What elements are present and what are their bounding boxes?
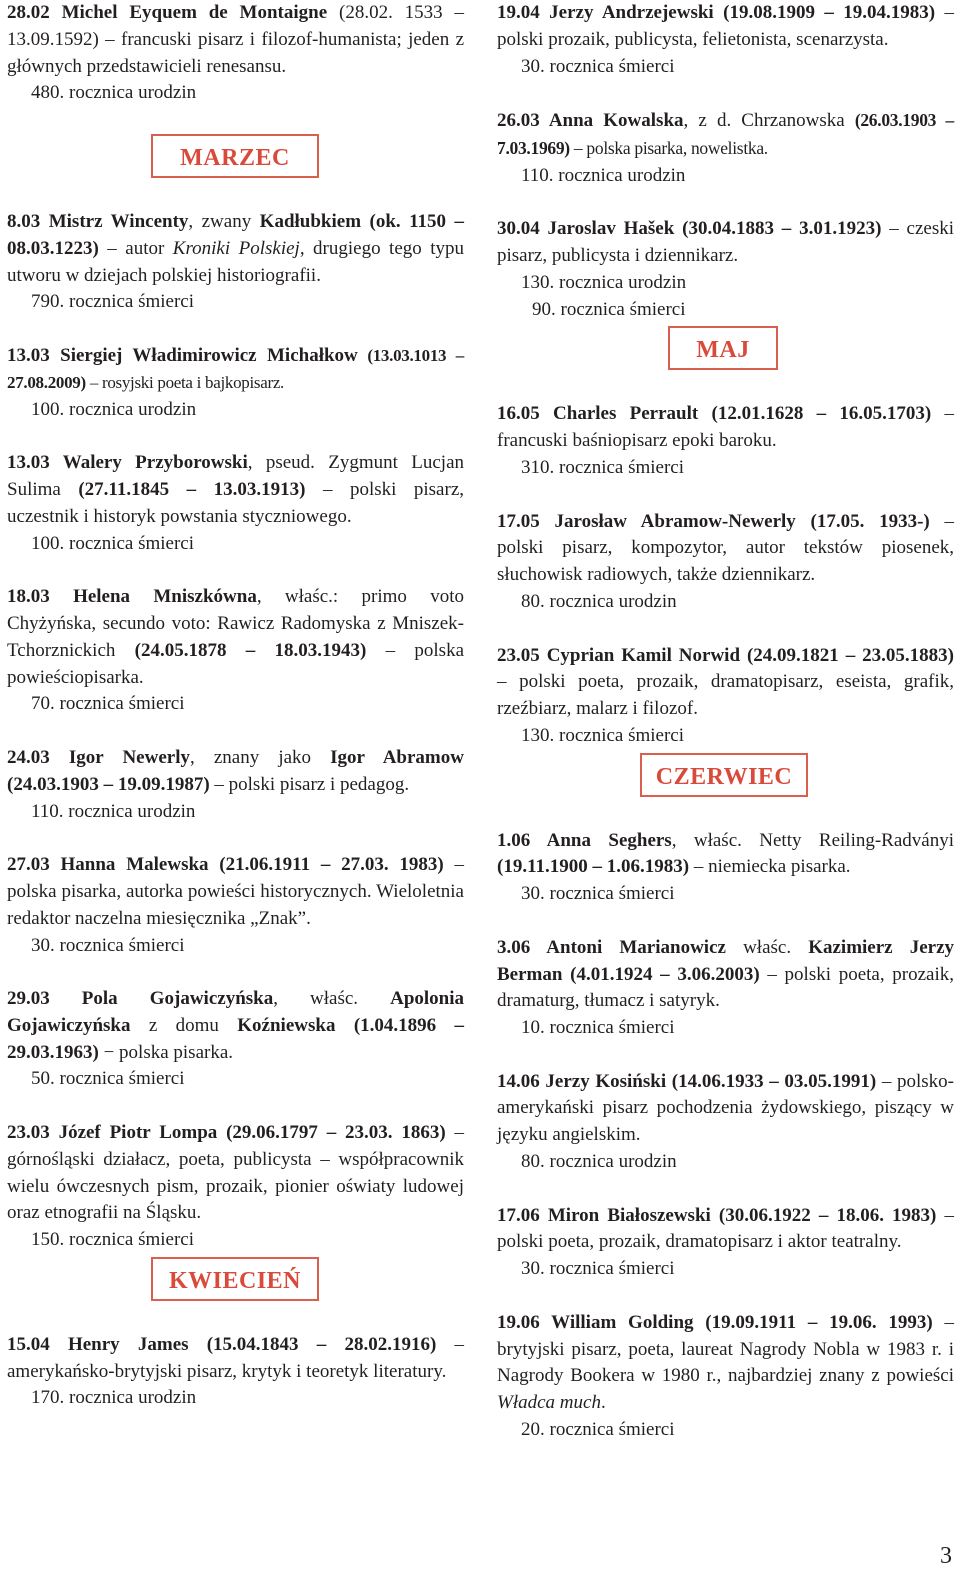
anniversary: 30. rocznica śmierci — [521, 1258, 675, 1280]
entry-perrault: 16.05 Charles Perrault (12.01.1628 – 16.05.1703) – francuski baśniopisarz epoki baroku. 310. rocznica śmierci — [497, 401, 954, 481]
anniversary: 310. rocznica śmierci — [521, 456, 685, 478]
entry-michalkow: 13.03 Siergiej Władimirowicz Michałkow (13.03.1013 – 27.08.2009) – rosyjski poeta i bajkopisarz. 100. rocznica urodzin — [7, 343, 464, 423]
anniversary: 80. rocznica urodzin — [521, 1151, 677, 1173]
entry-head: 28.02 Michel Eyquem de Montaigne — [7, 2, 328, 23]
anniversary: 100. rocznica urodzin — [31, 398, 197, 420]
anniversary: 20. rocznica śmierci — [521, 1419, 675, 1441]
month-header-march: MARZEC — [7, 134, 464, 186]
anniversary: 70. rocznica śmierci — [31, 693, 185, 715]
anniversary: 110. rocznica urodzin — [521, 164, 686, 186]
anniversary: 80. rocznica urodzin — [521, 590, 677, 612]
anniversary: 130. rocznica urodzin — [521, 271, 687, 293]
anniversary: 790. rocznica śmierci — [31, 291, 195, 313]
anniversary: 170. rocznica urodzin — [31, 1387, 197, 1409]
anniversary: 90. rocznica śmierci — [532, 298, 686, 320]
entry-james: 15.04 Henry James (15.04.1843 – 28.02.1916) – amerykańsko-brytyjski pisarz, krytyk i teoretyk literatury. 170. rocznica urodzin — [7, 1332, 464, 1412]
month-header-april: KWIECIEŃ — [7, 1257, 464, 1309]
entry-kowalska: 26.03 Anna Kowalska, z d. Chrzanowska (26.03.1903 – 7.03.1969) – polska pisarka, nowelistka. 110. rocznica urodzin — [497, 107, 954, 189]
entry-malewska: 27.03 Hanna Malewska (21.06.1911 – 27.03. 1983) – polska pisarka, autorka powieści historycznych. Wieloletnia redaktor naczelna miesięcznika „Znak”. 30. rocznica śmierci — [7, 852, 464, 959]
anniversary: 30. rocznica śmierci — [31, 934, 185, 956]
entry-seghers: 1.06 Anna Seghers, właśc. Netty Reiling-Radványi (19.11.1900 – 1.06.1983) – niemiecka pisarka. 30. rocznica śmierci — [497, 828, 954, 908]
entry-przyborowski: 13.03 Walery Przyborowski, pseud. Zygmunt Lucjan Sulima (27.11.1845 – 13.03.1913) – polski pisarz, uczestnik i historyk powstania styczniowego. 100. rocznica śmierci — [7, 450, 464, 557]
page-number: 3 — [940, 1543, 952, 1569]
anniversary: 130. rocznica śmierci — [521, 724, 685, 746]
anniversary: 480. rocznica urodzin — [31, 82, 197, 104]
anniversary: 30. rocznica śmierci — [521, 883, 675, 905]
anniversary: 110. rocznica urodzin — [31, 800, 196, 822]
entry-norwid: 23.05 Cyprian Kamil Norwid (24.09.1821 – 23.05.1883) – polski poeta, prozaik, dramatopisarz, eseista, grafik, rzeźbiarz, malarz i filozof. 130. rocznica śmierci — [497, 643, 954, 750]
month-header-may: MAJ — [497, 326, 954, 378]
right-column — [497, 0, 954, 1471]
entry-bialoszewski: 17.06 Miron Białoszewski (30.06.1922 – 18.06. 1983) – polski poeta, prozaik, dramatopisarz i aktor teatralny. 30. rocznica śmierci — [497, 1203, 954, 1283]
entry-kosinski: 14.06 Jerzy Kosiński (14.06.1933 – 03.05.1991) – polsko-amerykański pisarz pochodzenia żydowskiego, piszący w języku angielskim. 80. rocznica urodzin — [497, 1069, 954, 1176]
entry-lompa: 23.03 Józef Piotr Lompa (29.06.1797 – 23.03. 1863) – górnośląski działacz, poeta, publicysta – współpracownik wielu ówczesnych pism, prozaik, pionier oświaty ludowej oraz etnografii na Śląsku. 150. rocznica śmierci — [7, 1120, 464, 1254]
entry-andrzejewski: 19.04 Jerzy Andrzejewski (19.08.1909 – 19.04.1983) – polski prozaik, publicysta, felietonista, scenarzysta. 30. rocznica śmierci — [497, 0, 954, 80]
left-column — [7, 0, 464, 1439]
anniversary: 150. rocznica śmierci — [31, 1229, 195, 1251]
entry-montaigne: 28.02 Michel Eyquem de Montaigne (28.02. 1533 – 13.09.1592) – francuski pisarz i filozof-humanista; jeden z głównych przedstawicieli renesansu. 480. rocznica urodzin — [7, 0, 464, 107]
anniversary: 100. rocznica śmierci — [31, 532, 195, 554]
entry-hasek: 30.04 Jaroslav Hašek (30.04.1883 – 3.01.1923) – czeski pisarz, publicysta i dziennikarz. 130. rocznica urodzin 90. rocznica śmierci — [497, 216, 954, 323]
entry-gojawiczynska: 29.03 Pola Gojawiczyńska, właśc. Apolonia Gojawiczyńska z domu Koźniewska (1.04.1896 – 29.03.1963) − polska pisarka. 50. rocznica śmierci — [7, 986, 464, 1093]
entry-mniszkowna: 18.03 Helena Mniszkówna, właśc.: primo voto Chyżyńska, secundo voto: Rawicz Radomyska z Mniszek-Tchorznickich (24.05.1878 – 18.03.1943) – polska powieściopisarka. 70. rocznica śmierci — [7, 584, 464, 718]
entry-golding: 19.06 William Golding (19.09.1911 – 19.06. 1993) – brytyjski pisarz, poeta, laureat Nagrody Nobla w 1983 r. i Nagrody Bookera w 1980 r., najbardziej znany z powieści Władca much. 20. rocznica śmierci — [497, 1310, 954, 1444]
entry-abramow-newerly: 17.05 Jarosław Abramow-Newerly (17.05. 1933-) – polski pisarz, kompozytor, autor tekstów piosenek, słuchowisk radiowych, także dziennikarz. 80. rocznica urodzin — [497, 509, 954, 616]
entry-newerly: 24.03 Igor Newerly, znany jako Igor Abramow (24.03.1903 – 19.09.1987) – polski pisarz i pedagog. 110. rocznica urodzin — [7, 745, 464, 825]
entry-kadlubek: 8.03 Mistrz Wincenty, zwany Kadłubkiem (ok. 1150 – 08.03.1223) – autor Kroniki Polskiej, drugiego tego typu utworu w dziejach polskiej historiografii. 790. rocznica śmierci — [7, 209, 464, 316]
anniversary: 50. rocznica śmierci — [31, 1068, 185, 1090]
anniversary: 10. rocznica śmierci — [521, 1017, 675, 1039]
entry-marianowicz: 3.06 Antoni Marianowicz właśc. Kazimierz Jerzy Berman (4.01.1924 – 3.06.2003) – polski poeta, prozaik, dramaturg, tłumacz i satyryk. 10. rocznica śmierci — [497, 935, 954, 1042]
anniversary: 30. rocznica śmierci — [521, 55, 675, 77]
month-header-june: CZERWIEC — [497, 753, 954, 805]
